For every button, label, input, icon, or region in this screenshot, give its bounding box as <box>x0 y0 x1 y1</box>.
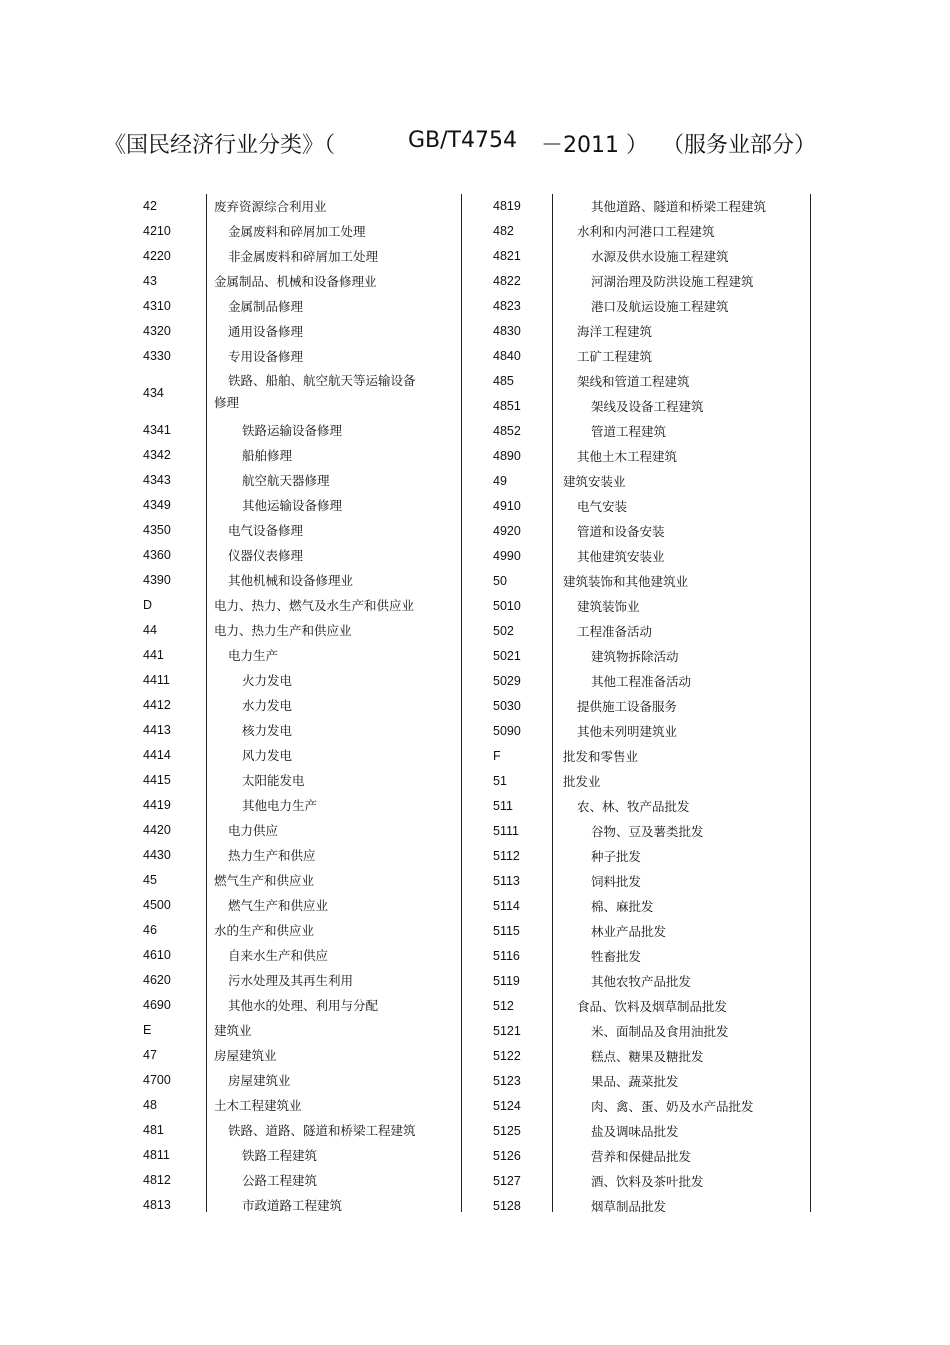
industry-name: 自来水生产和供应 <box>228 948 329 963</box>
industry-code: 434 <box>143 386 164 400</box>
table-row <box>480 194 811 219</box>
industry-name: 农、林、牧产品批发 <box>577 799 690 814</box>
industry-code: 42 <box>143 199 157 213</box>
industry-name: 其他土木工程建筑 <box>577 449 678 464</box>
industry-code: 4821 <box>493 249 521 263</box>
table-row <box>480 619 811 644</box>
table-row <box>130 1093 462 1118</box>
industry-code: 47 <box>143 1048 157 1062</box>
industry-name: 火力发电 <box>242 673 293 688</box>
industry-name: 通用设备修理 <box>228 324 304 339</box>
industry-name: 电力供应 <box>228 823 279 838</box>
industry-name: 非金属废料和碎屑加工处理 <box>228 249 379 264</box>
industry-name: 建筑业 <box>214 1023 252 1038</box>
industry-name: 牲畜批发 <box>591 949 642 964</box>
table-row <box>130 668 462 693</box>
industry-code: 44 <box>143 623 157 637</box>
table-row <box>130 1168 462 1193</box>
industry-name: 水源及供水设施工程建筑 <box>591 249 729 264</box>
industry-code: 5010 <box>493 599 521 613</box>
industry-code: 4822 <box>493 274 521 288</box>
industry-code: 4910 <box>493 499 521 513</box>
industry-code: 4411 <box>143 673 170 687</box>
table-row <box>130 543 462 568</box>
industry-name: 铁路、道路、隧道和桥梁工程建筑 <box>228 1123 416 1138</box>
table-row <box>480 269 811 294</box>
table-row <box>130 1043 462 1068</box>
table-row <box>480 644 811 669</box>
industry-code: 502 <box>493 624 514 638</box>
industry-name: 电力生产 <box>228 648 279 663</box>
industry-name: 棉、麻批发 <box>591 899 654 914</box>
industry-code: 5119 <box>493 974 520 988</box>
table-row <box>480 919 811 944</box>
industry-code: 45 <box>143 873 157 887</box>
industry-name: 其他农牧产品批发 <box>591 974 692 989</box>
industry-name: 废弃资源综合利用业 <box>214 199 327 214</box>
table-row <box>480 1144 811 1169</box>
industry-code: 4220 <box>143 249 171 263</box>
industry-code: 5021 <box>493 649 521 663</box>
industry-name: 水力发电 <box>242 698 293 713</box>
table-row <box>480 544 811 569</box>
industry-code: 4851 <box>493 399 521 413</box>
industry-code: 4342 <box>143 448 171 462</box>
industry-name: 林业产品批发 <box>591 924 667 939</box>
industry-code: 5115 <box>493 924 520 938</box>
industry-code: 5113 <box>493 874 520 888</box>
table-row <box>480 819 811 844</box>
industry-name: 批发业 <box>563 774 601 789</box>
table-row <box>130 568 462 593</box>
table-row <box>130 993 462 1018</box>
industry-name: 其他未列明建筑业 <box>577 724 678 739</box>
table-row <box>480 719 811 744</box>
table-row <box>130 718 462 743</box>
table-row <box>130 618 462 643</box>
table-row <box>130 194 462 219</box>
industry-name <box>214 370 416 414</box>
table-row <box>480 294 811 319</box>
industry-code: 481 <box>143 1123 164 1137</box>
table-row <box>130 493 462 518</box>
industry-name: 海洋工程建筑 <box>577 324 653 339</box>
table-row <box>480 219 811 244</box>
industry-code: 5030 <box>493 699 521 713</box>
table-row <box>130 443 462 468</box>
industry-code: 4813 <box>143 1198 171 1212</box>
industry-code: 5111 <box>493 824 519 838</box>
table-row <box>480 419 811 444</box>
table-row <box>480 694 811 719</box>
industry-code: 4811 <box>143 1148 170 1162</box>
industry-code: 4412 <box>143 698 171 712</box>
table-row <box>130 768 462 793</box>
industry-code: 46 <box>143 923 157 937</box>
industry-name: 食品、饮料及烟草制品批发 <box>577 999 728 1014</box>
right-classification-column <box>480 194 811 1212</box>
industry-code: 5125 <box>493 1124 521 1138</box>
industry-code: 5112 <box>493 849 520 863</box>
table-row <box>480 1044 811 1069</box>
industry-code: 5116 <box>493 949 520 963</box>
industry-name: 建筑装饰和其他建筑业 <box>563 574 689 589</box>
industry-name: 电气安装 <box>577 499 628 514</box>
industry-name: 工矿工程建筑 <box>577 349 653 364</box>
industry-name: 风力发电 <box>242 748 293 763</box>
industry-code: 49 <box>493 474 507 488</box>
industry-name: 电力、热力生产和供应业 <box>214 623 352 638</box>
table-row <box>130 593 462 618</box>
table-row <box>130 893 462 918</box>
industry-name: 管道工程建筑 <box>591 424 667 439</box>
table-row <box>130 244 462 269</box>
industry-name-line1: 铁路、船舶、航空航天等运输设备 <box>228 373 416 388</box>
table-row <box>480 569 811 594</box>
industry-name: 种子批发 <box>591 849 642 864</box>
table-row <box>480 794 811 819</box>
industry-name: 其他工程准备活动 <box>591 674 692 689</box>
industry-code: 4812 <box>143 1173 171 1187</box>
industry-code: 4852 <box>493 424 521 438</box>
industry-name: 河湖治理及防洪设施工程建筑 <box>591 274 754 289</box>
industry-code: 4610 <box>143 948 171 962</box>
industry-name: 其他水的处理、利用与分配 <box>228 998 379 1013</box>
industry-code: 482 <box>493 224 514 238</box>
industry-name: 港口及航运设施工程建筑 <box>591 299 729 314</box>
industry-code: 4819 <box>493 199 521 213</box>
table-row <box>480 769 811 794</box>
table-row <box>480 944 811 969</box>
table-row <box>130 1118 462 1143</box>
industry-name: 房屋建筑业 <box>228 1073 291 1088</box>
table-row <box>480 344 811 369</box>
industry-name: 污水处理及其再生利用 <box>228 973 354 988</box>
table-row <box>130 868 462 893</box>
industry-name: 市政道路工程建筑 <box>242 1198 343 1213</box>
industry-name: 铁路工程建筑 <box>242 1148 318 1163</box>
industry-code: 5029 <box>493 674 521 688</box>
industry-code: 5124 <box>493 1099 521 1113</box>
industry-name: 营养和保健品批发 <box>591 1149 692 1164</box>
table-row <box>130 1068 462 1093</box>
industry-name: 金属制品、机械和设备修理业 <box>214 274 377 289</box>
industry-name: 土木工程建筑业 <box>214 1098 302 1113</box>
table-row <box>130 344 462 369</box>
industry-name-line2: 修理 <box>214 395 240 410</box>
industry-name: 公路工程建筑 <box>242 1173 318 1188</box>
industry-code: 51 <box>493 774 507 788</box>
industry-code: 48 <box>143 1098 157 1112</box>
industry-code: 485 <box>493 374 514 388</box>
industry-name: 其他机械和设备修理业 <box>228 573 354 588</box>
industry-name: 提供施工设备服务 <box>577 699 678 714</box>
table-row <box>480 469 811 494</box>
industry-code: 4350 <box>143 523 171 537</box>
table-row <box>130 418 462 443</box>
industry-code: 4349 <box>143 498 171 512</box>
industry-name: 航空航天器修理 <box>242 473 330 488</box>
industry-name: 建筑安装业 <box>563 474 626 489</box>
industry-name: 燃气生产和供应业 <box>228 898 329 913</box>
table-row <box>480 869 811 894</box>
title-subtitle: （服务业部分） <box>662 133 817 158</box>
table-row <box>480 1094 811 1119</box>
table-row <box>130 1018 462 1043</box>
table-row <box>480 594 811 619</box>
industry-code: 50 <box>493 574 507 588</box>
table-row <box>130 918 462 943</box>
table-row <box>130 1193 462 1218</box>
industry-name: 热力生产和供应 <box>228 848 316 863</box>
industry-name: 专用设备修理 <box>228 349 304 364</box>
industry-code: 512 <box>493 999 514 1013</box>
table-row <box>130 843 462 868</box>
industry-code: 5123 <box>493 1074 521 1088</box>
industry-name: 其他建筑安装业 <box>577 549 665 564</box>
industry-name: 批发和零售业 <box>563 749 639 764</box>
industry-code: 4620 <box>143 973 171 987</box>
industry-name: 建筑装饰业 <box>577 599 640 614</box>
industry-name: 烟草制品批发 <box>591 1199 667 1214</box>
industry-name: 太阳能发电 <box>242 773 305 788</box>
table-row <box>480 894 811 919</box>
table-row <box>130 269 462 294</box>
industry-code: 4419 <box>143 798 171 812</box>
industry-name: 工程准备活动 <box>577 624 653 639</box>
table-row <box>130 743 462 768</box>
industry-code: 4414 <box>143 748 171 762</box>
industry-code: 4343 <box>143 473 171 487</box>
industry-name: 肉、禽、蛋、奶及水产品批发 <box>591 1099 754 1114</box>
industry-name: 燃气生产和供应业 <box>214 873 315 888</box>
title-standard-code: GB/T4754 <box>408 128 517 153</box>
table-row <box>480 394 811 419</box>
industry-code: 5128 <box>493 1199 521 1213</box>
industry-code: E <box>143 1023 152 1037</box>
industry-name: 果品、蔬菜批发 <box>591 1074 679 1089</box>
industry-name: 金属废料和碎屑加工处理 <box>228 224 366 239</box>
industry-code: 441 <box>143 648 164 662</box>
title-close-paren: ） <box>626 133 649 158</box>
industry-code: 4210 <box>143 224 171 238</box>
industry-code: 4700 <box>143 1073 171 1087</box>
industry-code: 5114 <box>493 899 520 913</box>
table-row <box>130 319 462 344</box>
table-row <box>480 519 811 544</box>
industry-code: F <box>493 749 501 763</box>
industry-name: 米、面制品及食用油批发 <box>591 1024 729 1039</box>
industry-code: 4320 <box>143 324 171 338</box>
industry-name: 饲料批发 <box>591 874 642 889</box>
industry-code: 4420 <box>143 823 171 837</box>
table-row <box>480 969 811 994</box>
industry-code: 4830 <box>493 324 521 338</box>
industry-name: 建筑物拆除活动 <box>591 649 679 664</box>
table-row <box>480 669 811 694</box>
industry-code: 4990 <box>493 549 521 563</box>
table-row <box>480 744 811 769</box>
industry-code: 4890 <box>493 449 521 463</box>
table-row <box>480 319 811 344</box>
table-row <box>130 468 462 493</box>
industry-code: 5090 <box>493 724 521 738</box>
industry-name: 仪器仪表修理 <box>228 548 304 563</box>
industry-code: 4823 <box>493 299 521 313</box>
table-row <box>480 844 811 869</box>
page-title <box>0 128 950 162</box>
industry-name: 房屋建筑业 <box>214 1048 277 1063</box>
table-row <box>130 793 462 818</box>
table-row <box>480 1119 811 1144</box>
industry-name: 铁路运输设备修理 <box>242 423 343 438</box>
industry-code: 4920 <box>493 524 521 538</box>
industry-code: 4360 <box>143 548 171 562</box>
table-row <box>130 968 462 993</box>
industry-name: 电气设备修理 <box>228 523 304 538</box>
industry-name: 水利和内河港口工程建筑 <box>577 224 715 239</box>
industry-name: 酒、饮料及茶叶批发 <box>591 1174 704 1189</box>
industry-name: 电力、热力、燃气及水生产和供应业 <box>214 598 415 613</box>
industry-name: 管道和设备安装 <box>577 524 665 539</box>
industry-name: 盐及调味品批发 <box>591 1124 679 1139</box>
table-row <box>480 994 811 1019</box>
table-row <box>130 693 462 718</box>
title-year: －2011 <box>541 133 619 158</box>
industry-code: 4390 <box>143 573 171 587</box>
industry-name: 架线和管道工程建筑 <box>577 374 690 389</box>
table-row <box>130 518 462 543</box>
table-row <box>480 1194 811 1219</box>
industry-code: 4840 <box>493 349 521 363</box>
title-main: 《国民经济行业分类》（ <box>104 133 336 158</box>
industry-code: 4310 <box>143 299 171 313</box>
industry-code: 4413 <box>143 723 171 737</box>
industry-code: 5121 <box>493 1024 521 1038</box>
industry-name: 水的生产和供应业 <box>214 923 315 938</box>
table-row <box>130 818 462 843</box>
table-row <box>130 1143 462 1168</box>
industry-name: 核力发电 <box>242 723 293 738</box>
table-row <box>480 1019 811 1044</box>
industry-name: 架线及设备工程建筑 <box>591 399 704 414</box>
table-row <box>130 219 462 244</box>
table-row <box>480 244 811 269</box>
table-row <box>130 369 462 418</box>
industry-code: 5122 <box>493 1049 521 1063</box>
industry-code: 4500 <box>143 898 171 912</box>
table-row <box>130 943 462 968</box>
table-row <box>480 494 811 519</box>
industry-code: 4430 <box>143 848 171 862</box>
industry-name: 其他运输设备修理 <box>242 498 343 513</box>
industry-name: 船舶修理 <box>242 448 293 463</box>
industry-code: 4690 <box>143 998 171 1012</box>
industry-code: 4330 <box>143 349 171 363</box>
industry-code: 4415 <box>143 773 171 787</box>
left-classification-column <box>130 194 462 1212</box>
industry-name: 其他电力生产 <box>242 798 318 813</box>
industry-name: 糕点、糖果及糖批发 <box>591 1049 704 1064</box>
industry-code: 4341 <box>143 423 171 437</box>
table-row <box>480 1169 811 1194</box>
industry-code: 5127 <box>493 1174 521 1188</box>
table-row <box>130 643 462 668</box>
industry-code: 5126 <box>493 1149 521 1163</box>
table-row <box>480 369 811 394</box>
table-row <box>480 444 811 469</box>
industry-name: 金属制品修理 <box>228 299 304 314</box>
industry-code: 43 <box>143 274 157 288</box>
industry-name: 其他道路、隧道和桥梁工程建筑 <box>591 199 767 214</box>
industry-name: 谷物、豆及薯类批发 <box>591 824 704 839</box>
industry-code: D <box>143 598 153 612</box>
table-row <box>480 1069 811 1094</box>
table-row <box>130 294 462 319</box>
industry-code: 511 <box>493 799 513 813</box>
